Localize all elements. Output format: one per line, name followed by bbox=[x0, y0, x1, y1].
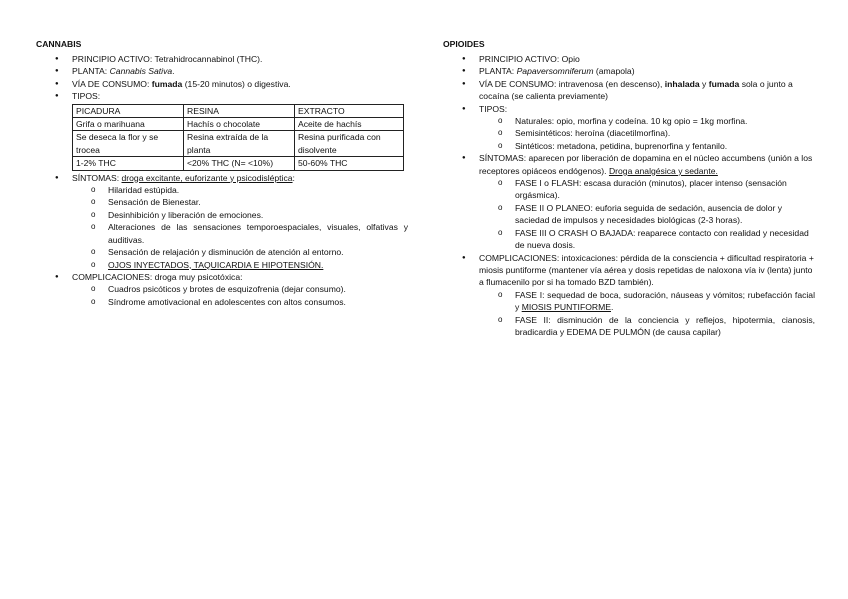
cannabis-principio: ● PRINCIPIO ACTIVO: Tetrahidrocannabinol (THC). bbox=[36, 53, 408, 65]
opioides-fases-list bbox=[479, 177, 815, 251]
list-item: o Naturales: opio, morfina y codeína. 10 kg opio = 1kg morfina. bbox=[477, 115, 815, 127]
cannabis-complicaciones-list bbox=[72, 283, 408, 308]
cannabis-title: CANNABIS bbox=[36, 39, 82, 49]
list-item: o Alteraciones de las sensaciones temporoespaciales, visuales, olfativas y auditivas. bbox=[70, 221, 408, 246]
cannabis-tipos: ● TIPOS: PICADURA RESINA EXTRACTO Grifa o marihuana Hachís o chocolate Aceite de hachís Se deseca la flor y se trocea Resina extraída de la planta Resina purificada con disolvente 1-2% THC <20% THC (N= <10%) 50-60% THC bbox=[36, 90, 408, 170]
list-item: o Semisintéticos: heroína (diacetilmorfina). bbox=[477, 127, 815, 139]
opioides-sintomas: ● SÍNTOMAS: aparecen por liberación de dopamina en el núcleo accumbens (unión a los receptores opiáceos endógenos). Droga analgésica y sedante. o FASE I o FLASH: escasa duración (minutos), placer intenso (sensación orgásmica). o FASE II O PLANEO: euforia seguida de sedación, ausencia de dolor y saciedad de impulsos y necesidades biológicas (2-3 horas). o FASE III O CRASH O BAJADA: reaparece contacto con realidad y necesidad de nueva dosis. bbox=[443, 152, 815, 251]
cannabis-sintomas-list bbox=[72, 184, 408, 271]
table-cell: 50-60% THC bbox=[295, 157, 404, 170]
cannabis-complicaciones: ● COMPLICACIONES: droga muy psicotóxica: o Cuadros psicóticos y brotes de esquizofrenia (dejar consumo). o Síndrome amotivacional en adolescentes con altos consumos. bbox=[36, 271, 408, 308]
table-cell: <20% THC (N= <10%) bbox=[184, 157, 295, 170]
table-row bbox=[73, 131, 404, 157]
opioides-title: OPIOIDES bbox=[443, 39, 485, 49]
table-header-row bbox=[73, 104, 404, 117]
list-item: o FASE III O CRASH O BAJADA: reaparece contacto con realidad y necesidad de nueva dosis. bbox=[477, 227, 815, 252]
table-cell: 1-2% THC bbox=[73, 157, 184, 170]
table-cell: Se deseca la flor y se trocea bbox=[73, 131, 184, 157]
opioides-complicaciones-list bbox=[479, 289, 815, 339]
list-item: o Síndrome amotivacional en adolescentes con altos consumos. bbox=[70, 296, 408, 308]
cannabis-tipos-table bbox=[72, 104, 404, 171]
list-item: o FASE II O PLANEO: euforia seguida de sedación, ausencia de dolor y saciedad de impulsos y necesidades biológicas (2-3 horas). bbox=[477, 202, 815, 227]
cannabis-planta: ● PLANTA: Cannabis Sativa. bbox=[36, 65, 408, 77]
opioides-principio: ● PRINCIPIO ACTIVO: Opio bbox=[443, 53, 815, 65]
opioides-section bbox=[443, 38, 815, 338]
cannabis-via: ● VÍA DE CONSUMO: fumada (15-20 minutos) o digestiva. bbox=[36, 78, 408, 90]
list-item: o Desinhibición y liberación de emociones. bbox=[70, 209, 408, 221]
list-item: o OJOS INYECTADOS, TAQUICARDIA E HIPOTENSIÓN. bbox=[70, 259, 408, 271]
opioides-tipos-list bbox=[479, 115, 815, 152]
list-item: o FASE I: sequedad de boca, sudoración, náuseas y vómitos; rubefacción facial y MIOSIS PUNTIFORME. bbox=[477, 289, 815, 314]
opioides-list bbox=[443, 53, 815, 338]
table-cell: Resina purificada con disolvente bbox=[295, 131, 404, 157]
cannabis-section bbox=[36, 38, 408, 308]
cannabis-sintomas: ● SÍNTOMAS: droga excitante, euforizante y psicodisléptica: o Hilaridad estúpida. o Sensación de Bienestar. o Desinhibición y liberación de emociones. o Alteraciones de las sensaciones temporoespaciales, visuales, olfativas y auditivas. o Sensación de relajación y disminución de atención al entorno. o OJOS INYECTADOS, TAQUICARDIA E HIPOTENSIÓN. bbox=[36, 172, 408, 271]
list-item: o Cuadros psicóticos y brotes de esquizofrenia (dejar consumo). bbox=[70, 283, 408, 295]
list-item: o Sensación de Bienestar. bbox=[70, 196, 408, 208]
list-item: o Sensación de relajación y disminución de atención al entorno. bbox=[70, 246, 408, 258]
table-cell: Aceite de hachís bbox=[295, 118, 404, 131]
table-row bbox=[73, 157, 404, 170]
opioides-via: ● VÍA DE CONSUMO: intravenosa (en descenso), inhalada y fumada sola o junto a cocaína (se calienta previamente) bbox=[443, 78, 815, 103]
table-header-cell: RESINA bbox=[184, 104, 295, 117]
opioides-planta: ● PLANTA: Papaversomniferum (amapola) bbox=[443, 65, 815, 77]
table-header-cell: EXTRACTO bbox=[295, 104, 404, 117]
opioides-complicaciones: ● COMPLICACIONES: intoxicaciones: pérdida de la consciencia + dificultad respiratoria + miosis puntiforme (mantener vía aérea y dosis repetidas de naloxona vía iv (lenta) junto a flumacenilo por si ha tomado BZD también). o FASE I: sequedad de boca, sudoración, náuseas y vómitos; rubefacción facial y MIOSIS PUNTIFORME. o FASE II: disminución de la conciencia y reflejos, hipotermia, cianosis, bradicardia y EDEMA DE PULMÓN (de causa capilar) bbox=[443, 252, 815, 339]
list-item: o FASE II: disminución de la conciencia y reflejos, hipotermia, cianosis, bradicardia y EDEMA DE PULMÓN (de causa capilar) bbox=[477, 314, 815, 339]
table-header-cell: PICADURA bbox=[73, 104, 184, 117]
opioides-tipos: ● TIPOS: o Naturales: opio, morfina y codeína. 10 kg opio = 1kg morfina. o Semisintéticos: heroína (diacetilmorfina). o Sintéticos: metadona, petidina, buprenorfina y fentanilo. bbox=[443, 103, 815, 153]
list-item: o Sintéticos: metadona, petidina, buprenorfina y fentanilo. bbox=[477, 140, 815, 152]
table-cell: Grifa o marihuana bbox=[73, 118, 184, 131]
table-cell: Resina extraída de la planta bbox=[184, 131, 295, 157]
list-item: o FASE I o FLASH: escasa duración (minutos), placer intenso (sensación orgásmica). bbox=[477, 177, 815, 202]
list-item: o Hilaridad estúpida. bbox=[70, 184, 408, 196]
table-row bbox=[73, 118, 404, 131]
table-cell: Hachís o chocolate bbox=[184, 118, 295, 131]
cannabis-list bbox=[36, 53, 408, 308]
